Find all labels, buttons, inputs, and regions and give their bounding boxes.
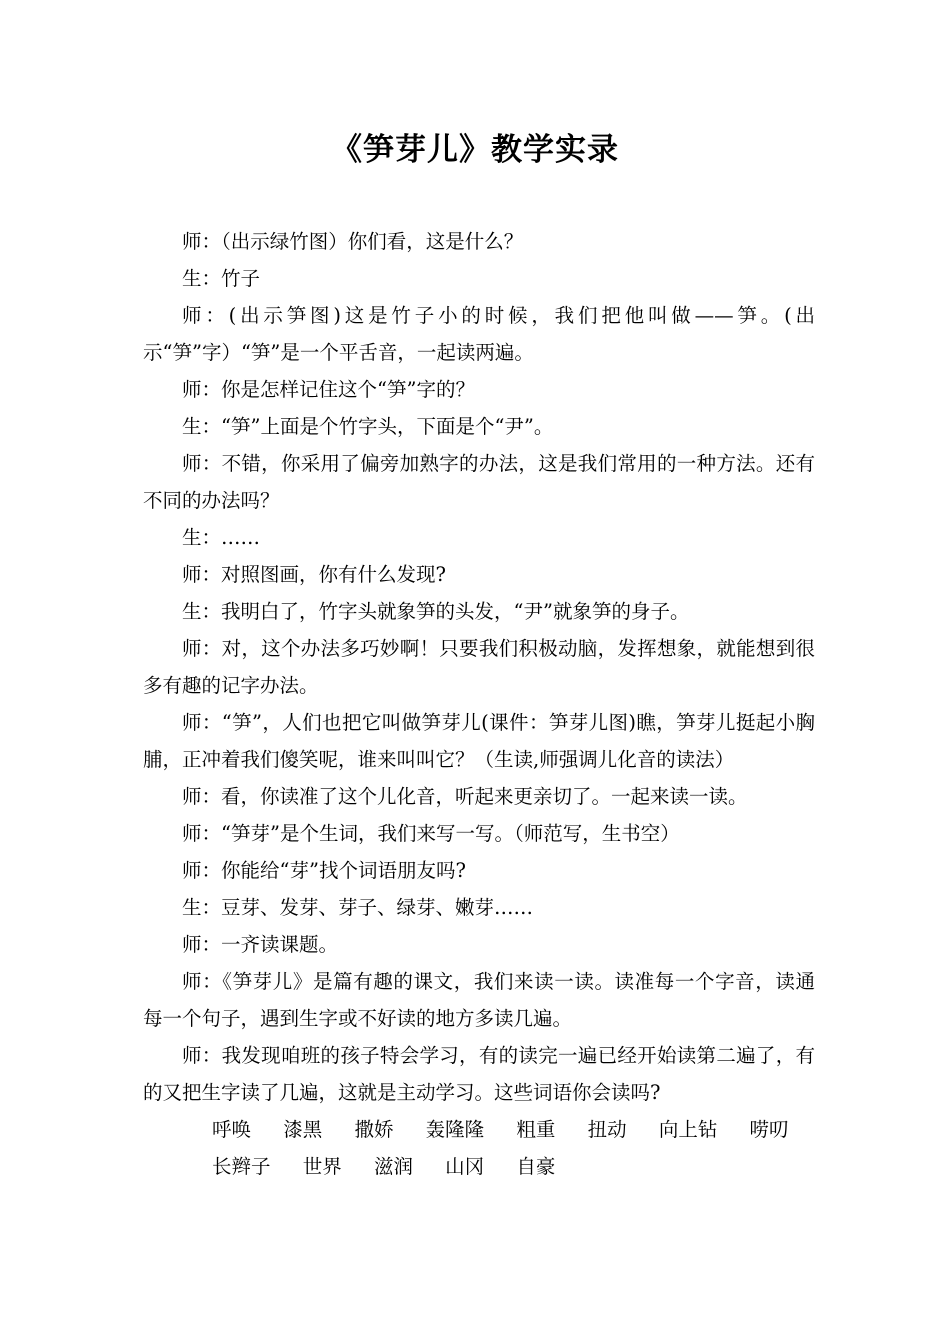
vocabulary-word: 漆黑	[283, 1118, 323, 1141]
document-title: 《笋芽儿》教学实录	[331, 132, 619, 168]
paragraph: 师：对，这个办法多巧妙啊！只要我们积极动脑，发挥想象，就能想到很多有趣的记字办法。	[143, 637, 815, 697]
vocabulary-word: 向上钻	[658, 1118, 718, 1141]
paragraph: 师：《笋芽儿》是篇有趣的课文，我们来读一读。读准每一个字音，读通每一个句子，遇到生字或不好读的地方多读几遍。	[143, 970, 815, 1030]
paragraph: 生：豆芽、发芽、芽子、绿芽、嫩芽……	[182, 896, 534, 919]
vocabulary-word: 粗重	[516, 1118, 556, 1141]
vocabulary-word: 世界	[302, 1155, 342, 1178]
vocabulary-word: 自豪	[516, 1155, 556, 1178]
vocabulary-line-2	[143, 1148, 815, 1185]
paragraph: 师：你是怎样记住这个“笋”字的？	[182, 378, 475, 401]
vocabulary-word: 呼唤	[212, 1118, 252, 1141]
paragraph: 生：……	[182, 526, 261, 549]
paragraph: 生：“笋”上面是个竹字头，下面是个“尹”。	[182, 415, 554, 438]
paragraph: 师：看，你读准了这个儿化音，听起来更亲切了。一起来读一读。	[182, 785, 748, 808]
paragraph: 师：你能给“芽”找个词语朋友吗?	[182, 859, 466, 882]
paragraph: 师：我发现咱班的孩子特会学习，有的读完一遍已经开始读第二遍了，有的又把生字读了几遍，这就是主动学习。这些词语你会读吗?	[143, 1044, 815, 1104]
paragraph: 生：竹子	[182, 267, 261, 290]
vocabulary-line-1	[143, 1111, 815, 1148]
vocabulary-word: 撒娇	[354, 1118, 394, 1141]
paragraph: 师：一齐读课题。	[182, 933, 339, 956]
paragraph: 师：对照图画，你有什么发现?	[182, 563, 446, 586]
paragraph: 师：（出示绿竹图）你们看，这是什么？	[182, 230, 524, 253]
vocabulary-word: 山冈	[445, 1155, 485, 1178]
paragraph: 师：“笋”，人们也把它叫做笋芽儿(课件：笋芽儿图)瞧，笋芽儿挺起小胸脯，正冲着我们傻笑呢，谁来叫叫它？（生读,师强调儿化音的读法）	[143, 711, 815, 771]
document-body	[143, 223, 815, 1185]
vocabulary-word: 滋润	[373, 1155, 413, 1178]
paragraph: 生：我明白了，竹字头就象笋的头发，“尹”就象笋的身子。	[182, 600, 690, 623]
paragraph: 师：“笋芽”是个生词，我们来写一写。（师范写，生书空）	[182, 822, 680, 845]
vocabulary-word: 长辫子	[212, 1155, 271, 1178]
vocabulary-word: 轰隆隆	[425, 1118, 485, 1141]
paragraph: 师：(出示笋图)这是竹子小的时候，我们把他叫做——笋。(出示“笋”字）“笋”是一个平舌音，一起读两遍。	[143, 304, 815, 364]
paragraph: 师：不错，你采用了偏旁加熟字的办法，这是我们常用的一种方法。还有不同的办法吗？	[143, 452, 815, 512]
vocabulary-word: 唠叨	[749, 1118, 789, 1141]
vocabulary-word: 扭动	[587, 1118, 627, 1141]
